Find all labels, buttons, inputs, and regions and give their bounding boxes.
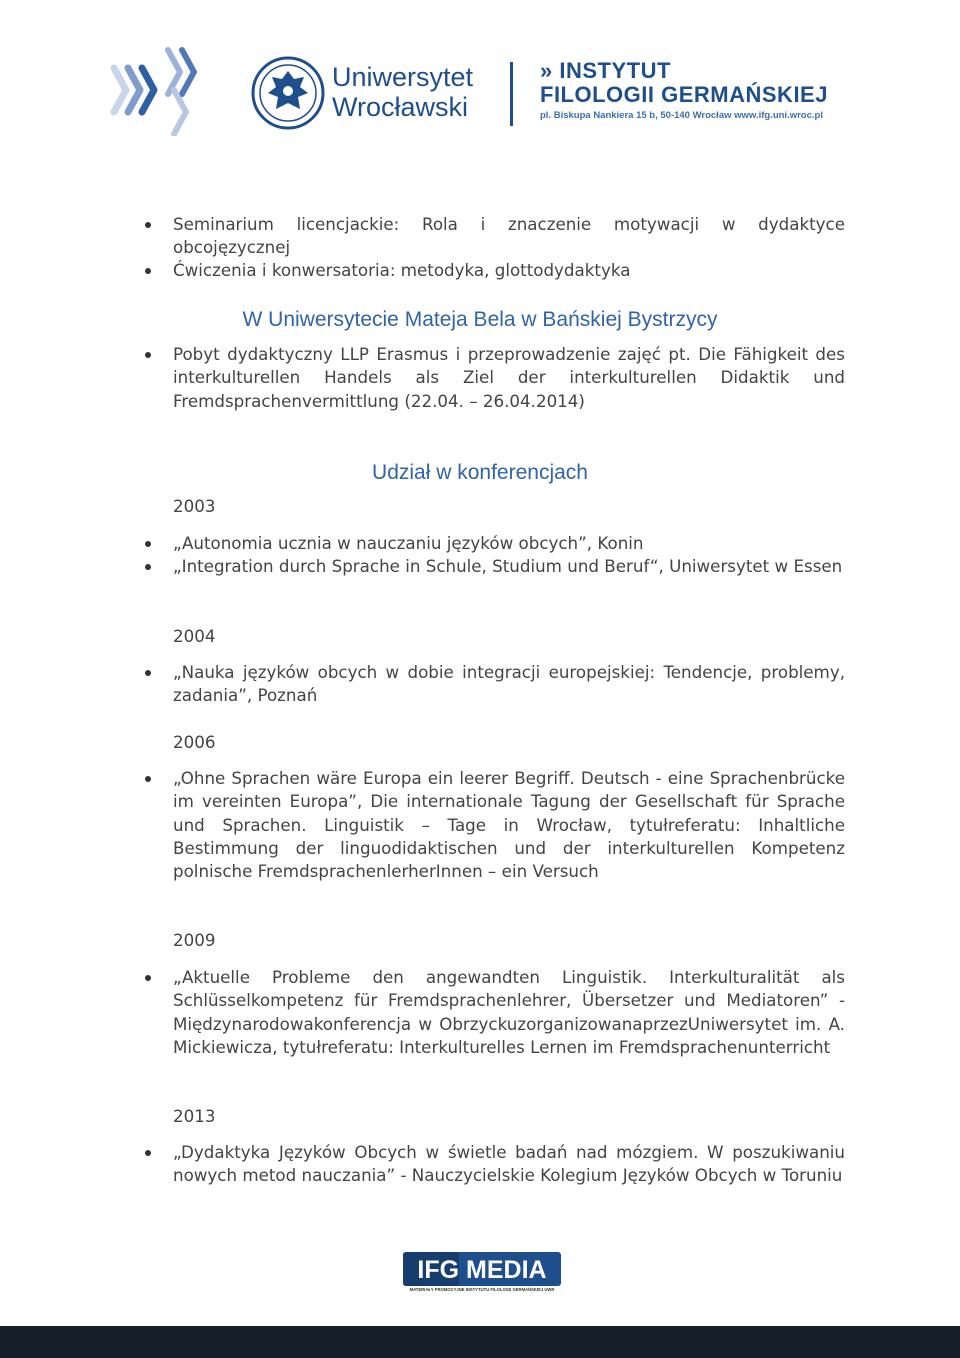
year-2006: 2006 [173, 732, 216, 752]
ifg-media-logo-icon [403, 1252, 561, 1292]
university-seal-icon [250, 55, 326, 131]
year-2013: 2013 [173, 1106, 216, 1126]
year-2009: 2009 [173, 930, 216, 950]
ifg-media-logo-text: IFG MEDIA [417, 1256, 547, 1284]
section-heading-bela: W Uniwersytecie Mateja Bela w Bańskiej Bystrzycy [242, 308, 718, 331]
institute-name-line2: FILOLOGII GERMAŃSKIEJ [540, 82, 828, 107]
list-item-conference-2003-essen: „Integration durch Sprache in Schule, Studium und Beruf“, Uniwersytet w Essen [173, 555, 845, 578]
institute-name-line1: » INSTYTUT [540, 58, 671, 83]
university-name-line1: Uniwersytet [332, 62, 474, 92]
institute-name [540, 60, 828, 124]
list-item-exercises: Ćwiczenia i konwersatoria: metodyka, glottodydaktyka [173, 259, 845, 282]
header-divider [510, 62, 513, 126]
university-name [332, 62, 473, 122]
list-item-conference-2013: „Dydaktyka Języków Obcych w świetle badań nad mózgiem. W poszukiwaniu nowych metod nauczania” - Nauczycielskie Kolegium Języków Obcych w Toruniu [173, 1141, 845, 1188]
year-2003: 2003 [173, 496, 216, 516]
section-heading-conferences: Udział w konferencjach [372, 461, 588, 484]
list-item-seminar: Seminarium licencjackie: Rola i znaczenie motywacji w dydaktyce obcojęzycznej [173, 213, 845, 260]
institute-address: pl. Biskupa Nankiera 15 b, 50-140 Wrocław www.ifg.uni.wroc.pl [540, 110, 823, 121]
page-header [0, 0, 960, 160]
list-item-erasmus: Pobyt dydaktyczny LLP Erasmus i przeprowadzenie zajęć pt. Die Fähigkeit des interkulturellen Handels als Ziel der interkulturellen Didaktik und Fremdsprachenvermittlung (22.04. – 26.04.2014) [173, 343, 845, 413]
list-item-conference-2009: „Aktuelle Probleme den angewandten Linguistik. Interkulturalität als Schlüsselkompetenz für Fremdsprachenlehrer, Übersetzer und Mediatoren” - Międzynarodowakonferencja w ObrzyckuzorganizowanaprzezUniwersytet im. A. Mickiewicza, tytułreferatu: Interkulturelles Lernen im Fremdsprachenunterricht [173, 966, 845, 1059]
list-item-conference-2003-konin: „Autonomia ucznia w nauczaniu języków obcych”, Konin [173, 532, 845, 555]
year-2004: 2004 [173, 626, 216, 646]
list-item-conference-2004: „Nauka języków obcych w dobie integracji europejskiej: Tendencje, problemy, zadania”, Poznań [173, 661, 845, 708]
footer-bar [0, 1326, 960, 1358]
university-name-line2: Wrocławski [332, 92, 469, 122]
list-item-conference-2006: „Ohne Sprachen wäre Europa ein leerer Begriff. Deutsch - eine Sprachenbrücke im vereinten Europa”, Die internationale Tagung der Gesellschaft für Sprache und Sprachen. Linguistik – Tage in Wrocław, tytułreferatu: Inhaltliche Bestimmung der linguodidaktischen und der interkulturellen Kompetenz polnische FremdsprachenlerherInnen – ein Versuch [173, 767, 845, 883]
ifg-media-logo-subtext: MATERIAŁY PROMOCYJNE INSTYTUTU FILOLOGII GERMAŃSKIEJ UWR [409, 1287, 555, 1292]
chevrons-logo-icon [108, 46, 218, 136]
